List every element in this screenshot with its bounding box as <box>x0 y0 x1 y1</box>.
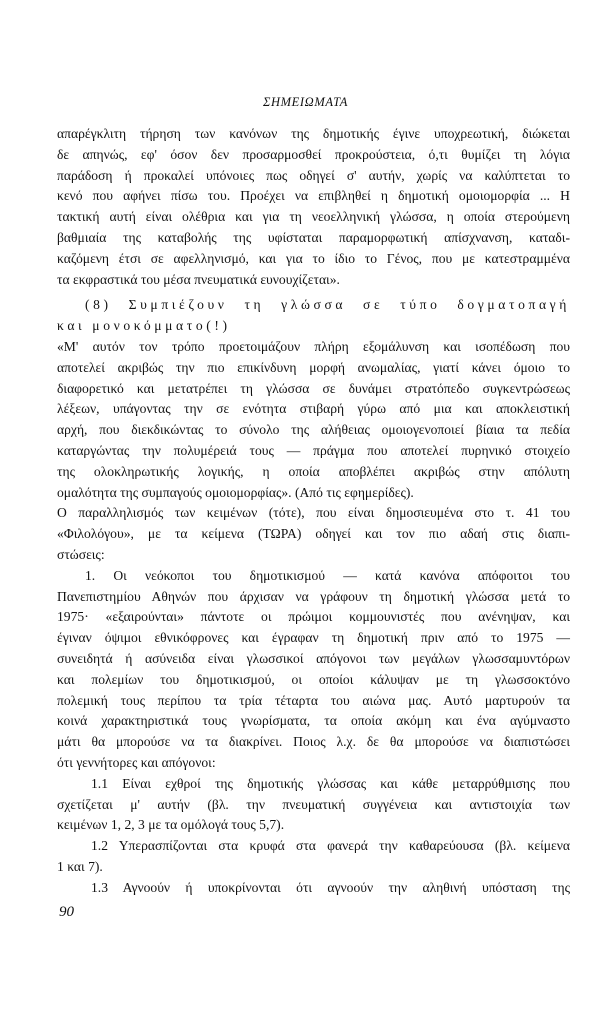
text-line: 1975· «εξαιρούνται» πάντοτε οι πρώιμοι κομμουνιστές που ανένηψαν, και <box>57 609 570 625</box>
text-line: παράδοση ή προκαλεί υπόνοιες πως οδηγεί σ' αυτήν, χωρίς να καλύπτεται το <box>57 167 570 183</box>
text-line: διαφορετικό και μετατρέπει τη γλώσσα σε δυνάμει στρατόπεδο συγκεντρώσεως <box>57 380 570 396</box>
text-line: 1.3 Αγνοούν ή υποκρίνονται ότι αγνοούν την αληθινή υπόσταση της <box>91 879 570 895</box>
note-heading-line: (8) Συμπιέζουν τη γλώσσα σε τύπο δογματοπαγή <box>85 297 570 313</box>
note-heading <box>57 295 570 337</box>
text-line: 1.2 Υπερασπίζονται στα κρυφά στα φανερά την καθαρεύουσα (βλ. κείμενα <box>91 838 570 854</box>
text-line: ότι γεννήτορες και απόγονοι: <box>57 754 216 770</box>
text-line: καταργώντας την πολυμέρειά τους — πράγμα που αποτελεί πυρηνικό στοιχείο <box>57 442 570 458</box>
running-header: ΣΗΜΕΙΩΜΑΤΑ <box>263 95 348 109</box>
text-line: «Μ' αυτόν τον τρόπο προετοιμάζουν πλήρη εξομάλυνση και ισοπέδωση που <box>57 338 570 354</box>
text-line: Ο παραλληλισμός των κειμένων (τότε), που είναι δημοσιευμένα στο τ. 41 του <box>57 505 570 521</box>
comparison-paragraph <box>57 503 570 565</box>
note-heading-line: και μονοκόμματο(!) <box>57 318 231 334</box>
text-line: 1 και 7). <box>57 858 103 874</box>
text-line: «Φιλολόγου», με τα κείμενα (ΤΩΡΑ) οδηγεί και τον πιο αδαή στις διαπι- <box>57 526 570 542</box>
text-line: 1.1 Είναι εχθροί της δημοτικής γλώσσας και κάθε μεταρρύθμισης που <box>91 775 570 791</box>
text-line: αποτελεί ακριβώς την πιο επικίνδυνη μορφή ανωμαλίας, γιατί κάνει όμοιο το <box>57 359 570 375</box>
text-line: 1. Οι νεόκοποι του δημοτικισμού — κατά κανόνα απόφοιτοι του <box>85 567 570 583</box>
text-line: λέξεων, υπάγοντας την σε ενότητα στιβαρή γύρω από μια και αποκλειστική <box>57 401 570 417</box>
text-line: αρχή, που διεκδικώντας το σύνολο της αλήθειας ομοιογενοποιεί βίαια τα πεδία <box>57 422 570 438</box>
page-body <box>57 124 570 898</box>
list-item-1-3 <box>57 878 570 899</box>
text-line: δε απηνώς, εφ' όσον δεν προσαρμοσθεί προκρούστεια, ό,τι θυμίζει τη λόγια <box>57 146 570 162</box>
text-line: συνειδητά ή ασύνειδα είναι γλωσσικοί απόγονοι των μεγάλων γλωσσαμυντόρων <box>57 650 570 666</box>
text-line: της ολοκληρωτικής λογικής, η οποία αποβλέπει ακριβώς στην απόλυτη <box>57 463 570 479</box>
page-number: 90 <box>59 904 74 920</box>
text-line: απαρέγκλιτη τήρηση των κανόνων της δημοτικής έγινε υποχρεωτική, διώκεται <box>57 126 570 141</box>
text-line: ομαλότητα της συμπαγούς ομοιομορφίας». (Από τις εφημερίδες). <box>57 484 414 500</box>
text-line: τακτική αυτή είναι ολέθρια και για τη νεοελληνική γλώσσα, η οποία στερούμενη <box>57 209 570 225</box>
list-item-1 <box>57 566 570 774</box>
list-item-1-2 <box>57 836 570 878</box>
paragraph-continuation <box>57 124 570 290</box>
text-line: Πανεπιστημίου Αθηνών που άρχισαν να γράφουν τη δημοτική γλώσσα μετά το <box>57 588 570 604</box>
text-line: κενό που αφήνει πίσω του. Προέχει να επιβληθεί η δημοτική ομοιομορφία ... Η <box>57 188 570 204</box>
text-line: βαθμιαία της καταβολής της υφίσταται παραμορφωτική απίσχνανση, καταδι- <box>57 229 570 245</box>
text-line: έγιναν όψιμοι εθνικόφρονες και έγραφαν τη δημοτική πριν από το 1975 — <box>57 630 570 646</box>
text-line: στώσεις: <box>57 546 105 562</box>
text-line: κειμένων 1, 2, 3 με τα ομόλογά τους 5,7). <box>57 817 285 833</box>
quote-block <box>57 337 570 503</box>
text-line: πολεμική τους περίπου τα τρία τέταρτα του αιώνα μας. Αυτό μαρτυρούν τα <box>57 692 570 708</box>
text-line: καζόμενη έτσι σε αφελληνισμό, και για το ίδιο το Γένος, που με κατεστραμμένα <box>57 250 570 266</box>
list-item-1-1 <box>57 774 570 836</box>
text-line: μάτι θα μπορούσε να τα διακρίνει. Ποιος λ.χ. δε θα μπορούσε να διαπιστώσει <box>57 734 570 750</box>
text-line: σχετίζεται μ' αυτήν (βλ. την πνευματική συγγένεια και αντιστοιχία των <box>57 796 570 812</box>
text-line: και πολεμίων του δημοτικισμού, οι οποίοι κάλυψαν με τη γλωσσοκτόνο <box>57 671 570 687</box>
text-line: τα εκφραστικά του μέσα πνευματικά ευνουχίζεται». <box>57 271 340 287</box>
text-line: κοινά χαρακτηριστικά τους γνωρίσματα, τα οποία ακόμη και ένα αγύμναστο <box>57 713 570 729</box>
